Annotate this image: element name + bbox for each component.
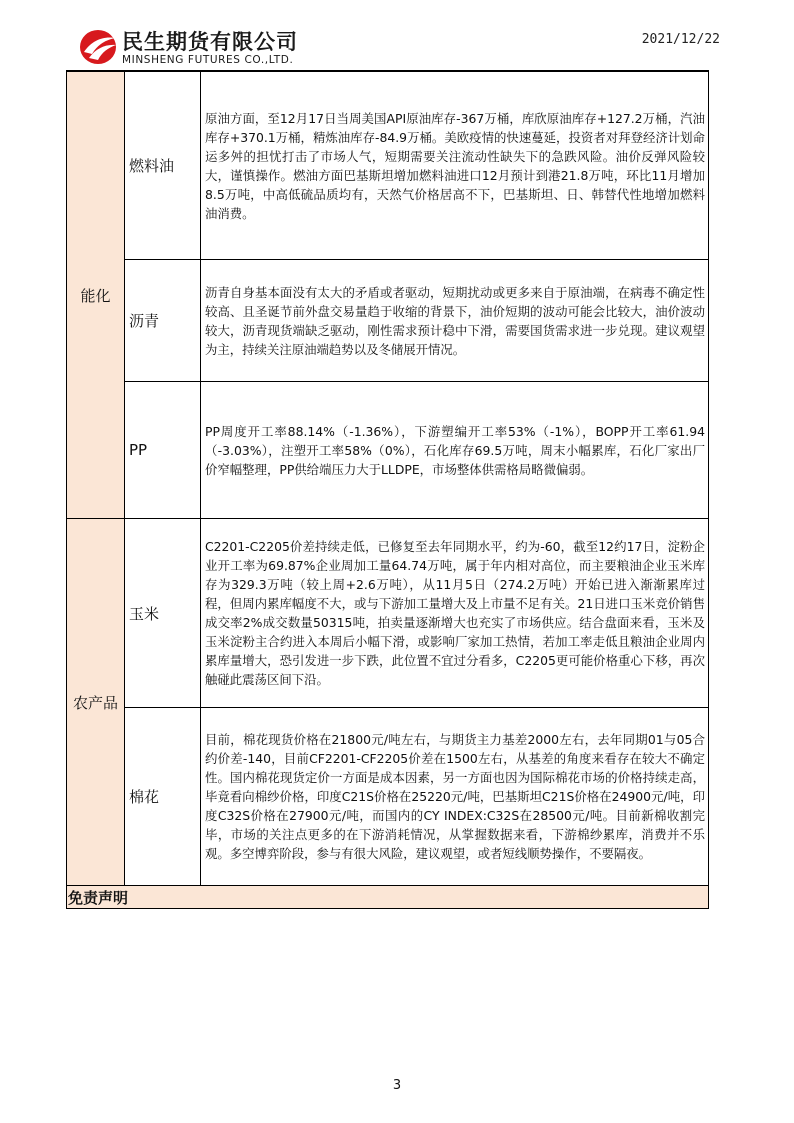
- page-header: [0, 0, 794, 70]
- disclaimer-row: [67, 886, 709, 909]
- company-name-cn: 民生期货有限公司: [122, 30, 298, 54]
- product-name: 棉花: [125, 708, 201, 886]
- table-row: [67, 382, 709, 519]
- commentary-text: 目前，棉花现货价格在21800元/吨左右，与期货主力基差2000左右，去年同期01与05合约价差-140，目前CF2201-CF2205价差在1500左右，从基差的角度来看存在较大不确定性。国内棉花现货定价一方面是成本因素，另一方面也因为国际棉花市场的价格持续走高，毕竟看向棉纱价格，印度C21S价格在25220元/吨，巴基斯坦C21S价格在24900元/吨，印度C32S价格在27900元/吨，而国内的CY INDEX:C32S在28500元/吨。目前新棉收割完毕，市场的关注点更多的在下游消耗情况，从掌握数据来看，下游棉纱累库，消费并不乐观。多空博弈阶段，参与有很大风险，建议观望，或者短线顺势操作，不要隔夜。: [201, 708, 709, 886]
- table-row: [67, 708, 709, 886]
- product-name: 燃料油: [125, 72, 201, 260]
- table-row: [67, 519, 709, 708]
- page-number: 3: [392, 1078, 402, 1093]
- commentary-text: C2201-C2205价差持续走低，已修复至去年同期水平，约为-60，截至12约17日，淀粉企业开工率为69.87%企业周加工量64.74万吨，属于年内相对高位，而主要粮油企业玉米库存为329.3万吨（较上周+2.6万吨），从11月5日（274.2万吨）开始已进入渐渐累库过程，但周内累库幅度不大，或与下游加工量增大及上市量不足有关。21日进口玉米竞价销售成交率2%成交数量50315吨，拍卖量逐渐增大也充实了市场供应。结合盘面来看，玉米及玉米淀粉主合约进入本周后小幅下滑，或影响厂家加工热情，若加工率走低且粮油企业周内累库量增大，恐引发进一步下跌，此位置不宜过分看多，C2205更可能价格重心下移，再次触碰此震荡区间下沿。: [201, 519, 709, 708]
- sector-label: 能化: [67, 72, 125, 519]
- company-name-en: MINSHENG FUTURES CO.,LTD.: [122, 54, 294, 66]
- report-date: 2021/12/22: [641, 32, 720, 47]
- commentary-text: 沥青自身基本面没有太大的矛盾或者驱动，短期扰动或更多来自于原油端，在病毒不确定性较高、且圣诞节前外盘交易量趋于收缩的背景下，油价短期的波动可能会比较大，油价波动较大，沥青现货端缺乏驱动，刚性需求预计稳中下滑，需要国货需求进一步兑现。建议观望为主，持续关注原油端趋势以及冬储展开情况。: [201, 260, 709, 382]
- table-row: [67, 260, 709, 382]
- disclaimer-heading: 免责声明: [67, 886, 709, 909]
- product-name: PP: [125, 382, 201, 519]
- product-name: 沥青: [125, 260, 201, 382]
- commodity-commentary-table: [66, 71, 709, 909]
- commentary-text: PP周度开工率88.14%（-1.36%），下游塑编开工率53%（-1%），BOPP开工率61.94（-3.03%），注塑开工率58%（0%），石化库存69.5万吨，周末小幅累库，石化厂家出厂价窄幅整理，PP供给端压力大于LLDPE，市场整体供需格局略微偏弱。: [201, 382, 709, 519]
- product-name: 玉米: [125, 519, 201, 708]
- minsheng-logo-icon: [78, 26, 118, 66]
- sector-label: 农产品: [67, 519, 125, 886]
- commentary-text: 原油方面，至12月17日当周美国API原油库存-367万桶，库欣原油库存+127.2万桶，汽油库存+370.1万桶，精炼油库存-84.9万桶。美欧疫情的快速蔓延，投资者对拜登经济计划命运多舛的担忧打击了市场人气，短期需要关注流动性缺失下的急跌风险。油价反弹风险较大，谨慎操作。燃油方面巴基斯坦增加燃料油进口12月预计到港21.8万吨，环比11月增加8.5万吨，中高低硫品质均有，天然气价格居高不下，巴基斯坦、日、韩替代性地增加燃料油消费。: [201, 72, 709, 260]
- table-row: [67, 72, 709, 260]
